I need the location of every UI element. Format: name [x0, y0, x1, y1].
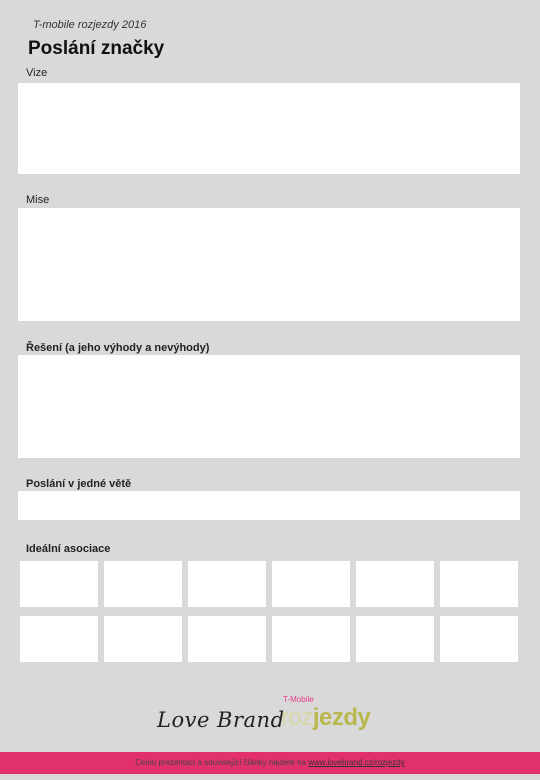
asociace-label: Ideální asociace [26, 543, 111, 555]
asociace-cell[interactable] [20, 561, 98, 607]
rozjezdy-logo [281, 704, 370, 732]
page-title: Poslání značky [28, 38, 165, 59]
rozjezdy-logo-part1: roz [281, 704, 313, 731]
asociace-cell[interactable] [440, 561, 518, 607]
poslani-label: Poslání v jedné větě [26, 478, 132, 490]
asociace-cell[interactable] [440, 616, 518, 662]
lovebrand-logo [157, 708, 285, 732]
asociace-cell[interactable] [20, 616, 98, 662]
mise-field[interactable] [18, 208, 520, 321]
footer-bar [0, 752, 540, 774]
vize-label: Vize [26, 67, 48, 79]
asociace-cell[interactable] [356, 616, 434, 662]
asociace-cell[interactable] [104, 561, 182, 607]
footer-link[interactable]: www.lovebrand.cz/rozjezdy [308, 758, 405, 767]
tmobile-logo: T-Mobile [283, 695, 314, 704]
asociace-cell[interactable] [188, 616, 266, 662]
asociace-cell[interactable] [272, 561, 350, 607]
asociace-cell[interactable] [356, 561, 434, 607]
vize-field[interactable] [18, 83, 520, 174]
footer-text: Celou prezentaci a související články najdete na [135, 758, 307, 767]
rozjezdy-logo-part2: jezdy [312, 704, 371, 731]
lovebrand-logo-text: Love Brand [157, 708, 285, 732]
document-subtitle: T-mobile rozjezdy 2016 [33, 19, 147, 31]
reseni-label: Řešení (a jeho výhody a nevýhody) [26, 342, 210, 354]
asociace-grid [20, 561, 518, 663]
asociace-cell[interactable] [104, 616, 182, 662]
asociace-cell[interactable] [272, 616, 350, 662]
mise-label: Mise [26, 194, 50, 206]
poslani-field[interactable] [18, 491, 520, 520]
reseni-field[interactable] [18, 355, 520, 458]
asociace-cell[interactable] [188, 561, 266, 607]
